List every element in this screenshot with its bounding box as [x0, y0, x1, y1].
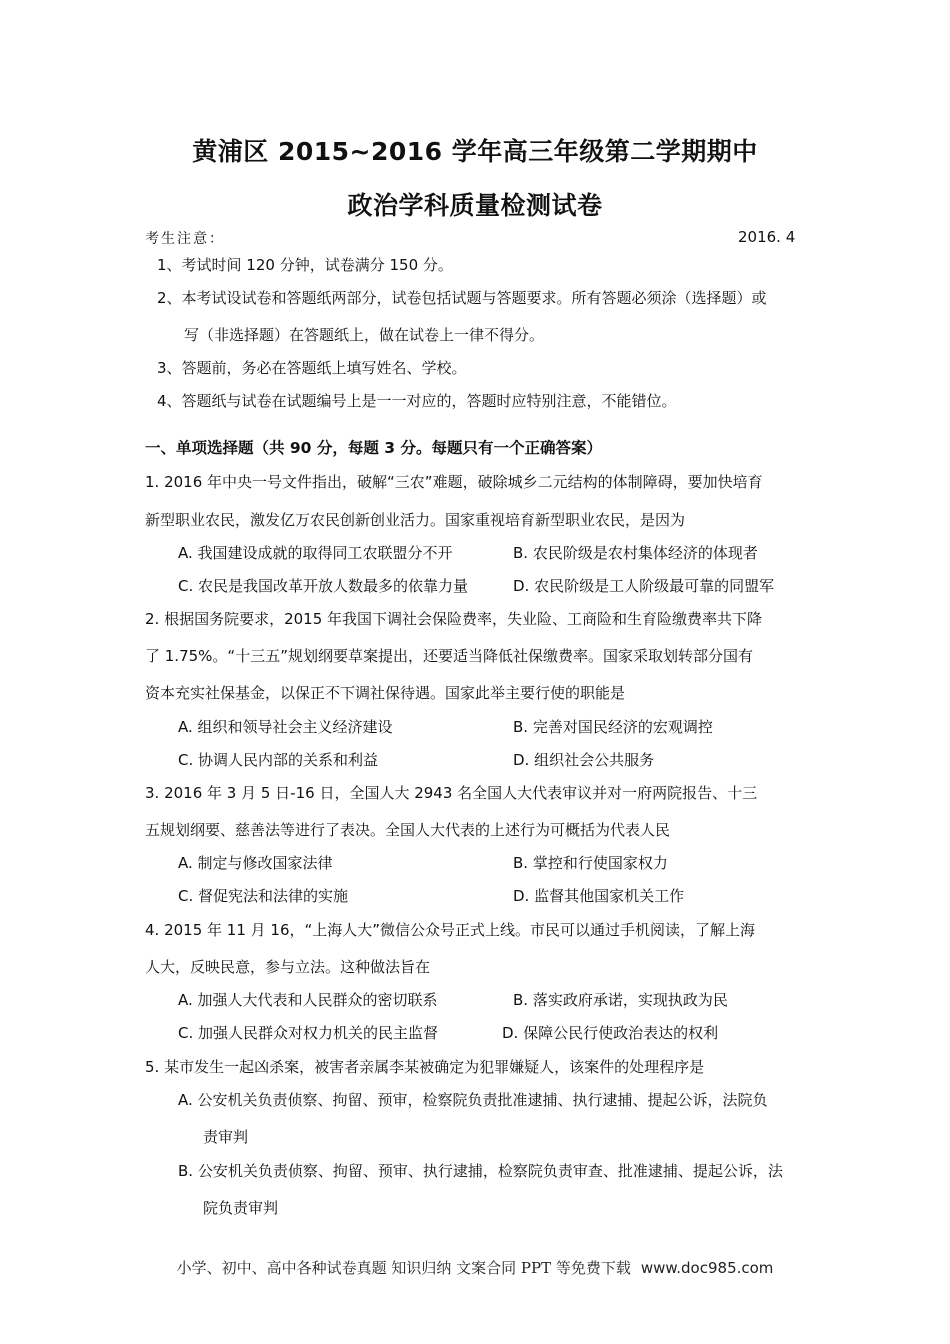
option-b: B. 落实政府承诺，实现执政为民 [513, 991, 728, 1009]
notice-item: 4、答题纸与试卷在试题编号上是一一对应的，答题时应特别注意，不能错位。 [157, 392, 677, 410]
notice-label: 考生注意： [145, 231, 225, 247]
option-c: C. 协调人民内部的关系和利益 [178, 751, 379, 769]
page-footer [0, 1257, 950, 1278]
option-a: A. 公安机关负责侦察、拘留、预审，检察院负责批准逮捕、执行逮捕、提起公诉，法院负 [178, 1091, 768, 1109]
question-text: 1. 2016 年中央一号文件指出，破解“三农”难题，破除城乡二元结构的体制障碍，要加快培育 [145, 473, 763, 491]
option-d: D. 监督其他国家机关工作 [513, 887, 685, 905]
question-text: 2. 根据国务院要求，2015 年我国下调社会保险费率，失业险、工商险和生育险缴费率共下降 [145, 610, 763, 628]
option-b-continuation: 院负责审判 [203, 1199, 279, 1217]
option-a: A. 制定与修改国家法律 [178, 854, 333, 872]
option-d: D. 保障公民行使政治表达的权利 [502, 1024, 719, 1042]
section-heading: 一、单项选择题（共 90 分，每题 3 分。每题只有一个正确答案） [145, 439, 602, 457]
option-b: B. 农民阶级是农村集体经济的体现者 [513, 544, 758, 562]
notice-item: 1、考试时间 120 分钟，试卷满分 150 分。 [157, 256, 453, 274]
question-text: 新型职业农民，激发亿万农民创新创业活力。国家重视培育新型职业农民，是因为 [145, 511, 686, 529]
option-a: A. 组织和领导社会主义经济建设 [178, 718, 393, 736]
option-b: B. 完善对国民经济的宏观调控 [513, 718, 713, 736]
question-text: 资本充实社保基金，以保正不下调社保待遇。国家此举主要行使的职能是 [145, 684, 626, 702]
question-text: 五规划纲要、慈善法等进行了表决。全国人大代表的上述行为可概括为代表人民 [145, 821, 671, 839]
exam-title-line2: 政治学科质量检测试卷 [347, 191, 603, 220]
footer-text: 小学、初中、高中各种试卷真题 知识归纳 文案合同 PPT 等免费下载 [176, 1259, 631, 1277]
question-text: 人大，反映民意，参与立法。这种做法旨在 [145, 958, 431, 976]
option-a: A. 加强人大代表和人民群众的密切联系 [178, 991, 438, 1009]
option-a-continuation: 责审判 [203, 1128, 249, 1146]
notice-item: 3、答题前，务必在答题纸上填写姓名、学校。 [157, 359, 467, 377]
option-b: B. 公安机关负责侦察、拘留、预审、执行逮捕，检察院负责审查、批准逮捕、提起公诉，法 [178, 1162, 783, 1180]
question-text: 4. 2015 年 11 月 16，“上海人大”微信公众号正式上线。市民可以通过手机阅读，了解上海 [145, 921, 756, 939]
notice-item-continuation: 写（非选择题）在答题纸上，做在试卷上一律不得分。 [184, 326, 545, 344]
option-d: D. 农民阶级是工人阶级最可靠的同盟军 [513, 577, 775, 595]
option-c: C. 督促宪法和法律的实施 [178, 887, 349, 905]
question-text: 5. 某市发生一起凶杀案，被害者亲属李某被确定为犯罪嫌疑人，该案件的处理程序是 [145, 1058, 705, 1076]
question-text: 了 1.75%。“十三五”规划纲要草案提出，还要适当降低社保缴费率。国家采取划转部分国有 [145, 647, 753, 665]
option-c: C. 农民是我国改革开放人数最多的依靠力量 [178, 577, 469, 595]
notice-item: 2、本考试设试卷和答题纸两部分，试卷包括试题与答题要求。所有答题必须涂（选择题）或 [157, 289, 767, 307]
footer-url[interactable]: www.doc985.com [640, 1259, 774, 1277]
option-b: B. 掌控和行使国家权力 [513, 854, 668, 872]
option-a: A. 我国建设成就的取得同工农联盟分不开 [178, 544, 453, 562]
option-d: D. 组织社会公共服务 [513, 751, 655, 769]
option-c: C. 加强人民群众对权力机关的民主监督 [178, 1024, 439, 1042]
question-text: 3. 2016 年 3 月 5 日-16 日，全国人大 2943 名全国人大代表审议并对一府两院报告、十三 [145, 784, 758, 802]
exam-title-line1: 黄浦区 2015~2016 学年高三年级第二学期期中 [192, 137, 758, 166]
exam-date: 2016. 4 [738, 228, 796, 246]
